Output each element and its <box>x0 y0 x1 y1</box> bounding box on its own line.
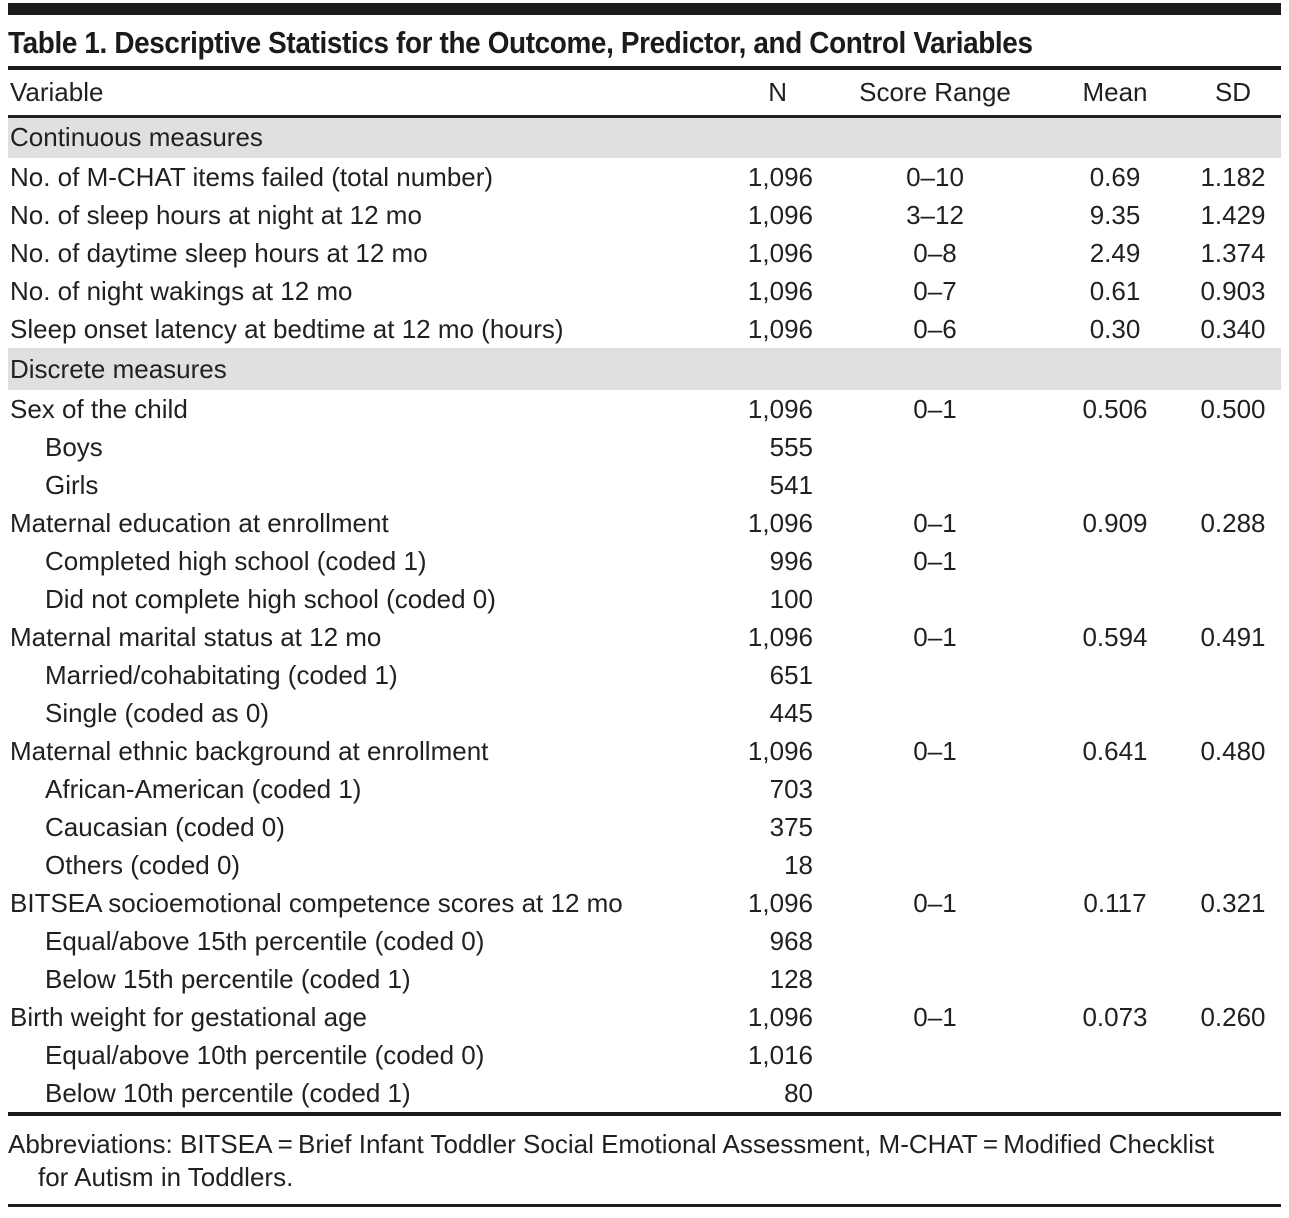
cell-mean: 0.594 <box>1082 621 1148 652</box>
table-row <box>8 504 1281 542</box>
cell-n: 996 <box>769 545 813 576</box>
cell-variable: No. of daytime sleep hours at 12 mo <box>10 237 428 268</box>
cell-mean <box>1055 922 1185 960</box>
table-row <box>8 272 1281 310</box>
cell-range: 0–1 <box>913 621 957 652</box>
cell-n: 1,096 <box>747 887 813 918</box>
table-row <box>8 390 1281 428</box>
cell-n: 1,096 <box>747 313 813 344</box>
cell-range: 3–12 <box>906 199 964 230</box>
cell-variable: Maternal education at enrollment <box>10 507 389 538</box>
cell-range: 0–8 <box>913 237 957 268</box>
table-footnote: Abbreviations: BITSEA = Brief Infant Toddler Social Emotional Assessment, M-CHAT = Modified Checklist for Autism in Toddlers. <box>8 1129 1215 1192</box>
table-row <box>8 846 1281 884</box>
cell-sd: 1.182 <box>1200 161 1266 192</box>
cell-sd: 0.288 <box>1200 507 1266 538</box>
cell-n: 651 <box>769 659 813 690</box>
cell-sd: 1.429 <box>1200 199 1266 230</box>
cell-range: 0–1 <box>913 545 957 576</box>
cell-n: 128 <box>769 963 813 994</box>
section-header-label: Discrete measures <box>8 348 1281 390</box>
table-row <box>8 618 1281 656</box>
column-header-variable: Variable <box>8 70 720 116</box>
cell-variable: Completed high school (coded 1) <box>45 545 427 576</box>
cell-variable: Caucasian (coded 0) <box>45 811 285 842</box>
cell-n: 968 <box>769 925 813 956</box>
cell-n: 541 <box>769 469 813 500</box>
cell-n: 1,096 <box>747 161 813 192</box>
cell-n: 1,016 <box>747 1039 813 1070</box>
table-row <box>8 310 1281 348</box>
cell-range: 0–7 <box>913 275 957 306</box>
cell-range <box>815 808 1055 846</box>
cell-mean: 0.61 <box>1089 275 1141 306</box>
cell-mean <box>1055 808 1185 846</box>
cell-sd <box>1185 428 1281 466</box>
cell-range <box>815 1074 1055 1112</box>
cell-n: 1,096 <box>747 507 813 538</box>
cell-range <box>815 922 1055 960</box>
cell-variable: Did not complete high school (coded 0) <box>45 583 496 614</box>
cell-mean: 0.69 <box>1089 161 1141 192</box>
cell-n: 1,096 <box>747 393 813 424</box>
table-header <box>8 70 1281 116</box>
cell-mean: 0.506 <box>1082 393 1148 424</box>
table-row <box>8 808 1281 846</box>
cell-range: 0–1 <box>913 887 957 918</box>
cell-n: 100 <box>769 583 813 614</box>
cell-sd <box>1185 922 1281 960</box>
cell-range: 0–1 <box>913 393 957 424</box>
cell-sd: 0.321 <box>1200 887 1266 918</box>
cell-variable: Girls <box>45 469 99 500</box>
cell-n: 80 <box>784 1077 813 1108</box>
cell-range <box>815 1036 1055 1074</box>
cell-sd <box>1185 1074 1281 1112</box>
cell-mean: 0.073 <box>1082 1001 1148 1032</box>
cell-sd <box>1185 846 1281 884</box>
cell-variable: Sex of the child <box>10 393 188 424</box>
cell-range: 0–1 <box>913 735 957 766</box>
table-row <box>8 158 1281 196</box>
cell-sd <box>1185 656 1281 694</box>
cell-n: 445 <box>769 697 813 728</box>
table-row <box>8 732 1281 770</box>
cell-n: 1,096 <box>747 199 813 230</box>
cell-mean <box>1055 1036 1185 1074</box>
table-row <box>8 466 1281 504</box>
cell-variable: African-American (coded 1) <box>45 773 362 804</box>
cell-sd: 0.260 <box>1200 1001 1266 1032</box>
cell-n: 1,096 <box>747 237 813 268</box>
cell-mean <box>1055 694 1185 732</box>
column-header-row <box>8 70 1281 116</box>
column-header-score-range: Score Range <box>815 70 1055 116</box>
cell-variable: Boys <box>45 431 103 462</box>
cell-range: 0–1 <box>913 1001 957 1032</box>
table-row <box>8 656 1281 694</box>
cell-variable: Equal/above 10th percentile (coded 0) <box>45 1039 485 1070</box>
cell-range <box>815 770 1055 808</box>
cell-mean: 0.909 <box>1082 507 1148 538</box>
column-header-n: N <box>720 70 815 116</box>
table-bottom-rule <box>8 1204 1281 1207</box>
section-header-row <box>8 116 1281 158</box>
table-row <box>8 1036 1281 1074</box>
cell-variable: Married/cohabitating (coded 1) <box>45 659 398 690</box>
cell-sd <box>1185 960 1281 998</box>
cell-variable: Equal/above 15th percentile (coded 0) <box>45 925 485 956</box>
section-header-label: Continuous measures <box>8 116 1281 158</box>
cell-sd <box>1185 1036 1281 1074</box>
cell-mean <box>1055 466 1185 504</box>
cell-sd <box>1185 770 1281 808</box>
section-header-row <box>8 348 1281 390</box>
cell-range <box>815 656 1055 694</box>
table-row <box>8 580 1281 618</box>
cell-mean <box>1055 542 1185 580</box>
cell-n: 1,096 <box>747 621 813 652</box>
table-top-rule <box>8 3 1281 15</box>
cell-n: 703 <box>769 773 813 804</box>
table-row <box>8 998 1281 1036</box>
cell-range: 0–10 <box>906 161 964 192</box>
cell-variable: No. of night wakings at 12 mo <box>10 275 353 306</box>
cell-variable: Maternal ethnic background at enrollment <box>10 735 489 766</box>
cell-sd <box>1185 694 1281 732</box>
table-row <box>8 770 1281 808</box>
column-header-sd: SD <box>1185 70 1281 116</box>
table-row <box>8 960 1281 998</box>
cell-range <box>815 694 1055 732</box>
cell-n: 555 <box>769 431 813 462</box>
cell-mean <box>1055 580 1185 618</box>
cell-sd <box>1185 466 1281 504</box>
cell-sd: 0.480 <box>1200 735 1266 766</box>
cell-mean: 9.35 <box>1089 199 1141 230</box>
cell-variable: Maternal marital status at 12 mo <box>10 621 382 652</box>
cell-range <box>815 428 1055 466</box>
cell-mean <box>1055 846 1185 884</box>
cell-variable: Below 15th percentile (coded 1) <box>45 963 411 994</box>
cell-variable: No. of sleep hours at night at 12 mo <box>10 199 422 230</box>
table-title: Table 1. Descriptive Statistics for the Outcome, Predictor, and Control Variables <box>8 25 1033 60</box>
cell-sd: 1.374 <box>1200 237 1266 268</box>
cell-variable: Below 10th percentile (coded 1) <box>45 1077 411 1108</box>
cell-mean <box>1055 656 1185 694</box>
table-row <box>8 884 1281 922</box>
table-row <box>8 428 1281 466</box>
cell-mean <box>1055 770 1185 808</box>
cell-sd <box>1185 542 1281 580</box>
cell-variable: Sleep onset latency at bedtime at 12 mo (hours) <box>10 313 564 344</box>
table-row <box>8 542 1281 580</box>
column-header-mean: Mean <box>1055 70 1185 116</box>
table-row <box>8 1074 1281 1112</box>
cell-sd <box>1185 580 1281 618</box>
cell-sd <box>1185 808 1281 846</box>
cell-sd: 0.500 <box>1200 393 1266 424</box>
table-row <box>8 922 1281 960</box>
table-row <box>8 196 1281 234</box>
cell-mean <box>1055 1074 1185 1112</box>
cell-variable: Others (coded 0) <box>45 849 241 880</box>
cell-variable: Single (coded as 0) <box>45 697 270 728</box>
cell-n: 1,096 <box>747 735 813 766</box>
cell-range: 0–1 <box>913 507 957 538</box>
cell-n: 1,096 <box>747 275 813 306</box>
cell-mean: 0.641 <box>1082 735 1148 766</box>
cell-mean <box>1055 960 1185 998</box>
table-body <box>8 116 1281 1112</box>
cell-sd: 0.903 <box>1200 275 1266 306</box>
cell-n: 375 <box>769 811 813 842</box>
cell-mean <box>1055 428 1185 466</box>
table-row <box>8 694 1281 732</box>
cell-variable: BITSEA socioemotional competence scores at 12 mo <box>10 887 623 918</box>
descriptive-statistics-table <box>8 70 1281 1112</box>
cell-sd: 0.340 <box>1200 313 1266 344</box>
cell-range <box>815 846 1055 884</box>
cell-range <box>815 466 1055 504</box>
cell-variable: No. of M-CHAT items failed (total number) <box>10 161 494 192</box>
cell-mean: 0.30 <box>1089 313 1141 344</box>
cell-n: 1,096 <box>747 1001 813 1032</box>
cell-n: 18 <box>784 849 813 880</box>
table-row <box>8 234 1281 272</box>
cell-mean: 2.49 <box>1089 237 1141 268</box>
cell-sd: 0.491 <box>1200 621 1266 652</box>
cell-mean: 0.117 <box>1083 887 1147 918</box>
cell-variable: Birth weight for gestational age <box>10 1001 367 1032</box>
cell-range <box>815 960 1055 998</box>
cell-range: 0–6 <box>913 313 957 344</box>
cell-range <box>815 580 1055 618</box>
